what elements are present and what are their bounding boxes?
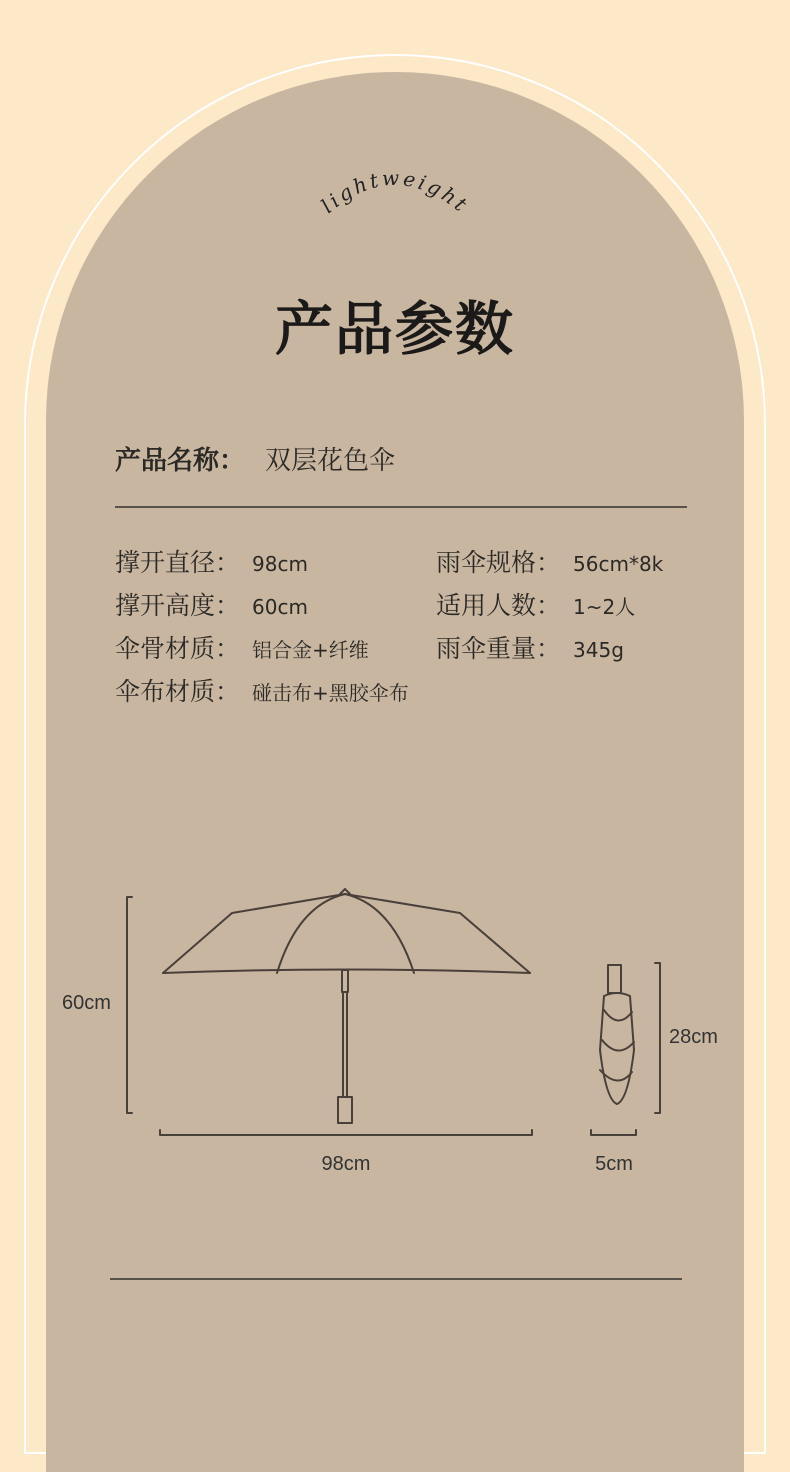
product-name-row	[115, 440, 395, 477]
spec-label: 雨伞重量：	[436, 634, 562, 663]
spec-label: 撑开高度：	[115, 591, 241, 620]
page-title: 产品参数	[274, 295, 515, 363]
lightweight-script	[290, 150, 500, 240]
spec-open-height	[115, 586, 308, 622]
folded-width-label: 5cm	[595, 1153, 633, 1175]
spec-umbrella-size	[436, 543, 663, 579]
spec-value: 60cm	[252, 595, 308, 619]
folded-height-bracket	[655, 963, 660, 1113]
divider-bottom	[110, 1278, 682, 1280]
spec-value: 56cm*8k	[573, 552, 664, 576]
umbrella-diagram	[0, 880, 790, 1190]
spec-open-diameter	[115, 543, 308, 579]
shaft-top	[342, 970, 348, 992]
canopy-rib-right	[345, 894, 414, 973]
script-word: lightweight	[316, 165, 474, 218]
folded-width-bracket	[591, 1130, 636, 1135]
spec-fabric-material	[115, 672, 409, 708]
spec-value: 98cm	[252, 552, 308, 576]
canopy-outline	[163, 894, 530, 973]
spec-value: 碰击布+黑胶伞布	[252, 681, 409, 705]
spec-label: 伞骨材质：	[115, 634, 241, 663]
spec-value: 345g	[573, 638, 624, 662]
spec-value: 1~2人	[573, 595, 636, 619]
folded-handle-icon	[608, 965, 621, 993]
open-width-label: 98cm	[321, 1153, 371, 1175]
spec-label: 伞布材质：	[115, 677, 241, 706]
folded-canopy	[600, 993, 634, 1104]
width-bracket	[160, 1130, 532, 1135]
spec-value: 铝合金+纤维	[252, 638, 369, 662]
open-height-label: 60cm	[62, 992, 111, 1014]
divider-top	[115, 506, 687, 508]
handle-icon	[338, 1097, 352, 1123]
folded-height-label: 28cm	[669, 1026, 718, 1048]
canopy-rib-left	[277, 894, 345, 973]
spec-weight	[436, 629, 624, 665]
folded-folds	[600, 1010, 634, 1081]
product-name-value: 双层花色伞	[265, 446, 396, 476]
spec-label: 适用人数：	[436, 591, 562, 620]
spec-frame-material	[115, 629, 369, 665]
height-bracket	[127, 897, 132, 1113]
spec-label: 撑开直径：	[115, 548, 241, 577]
product-name-label: 产品名称：	[115, 446, 246, 476]
spec-capacity	[436, 586, 635, 622]
spec-label: 雨伞规格：	[436, 548, 562, 577]
